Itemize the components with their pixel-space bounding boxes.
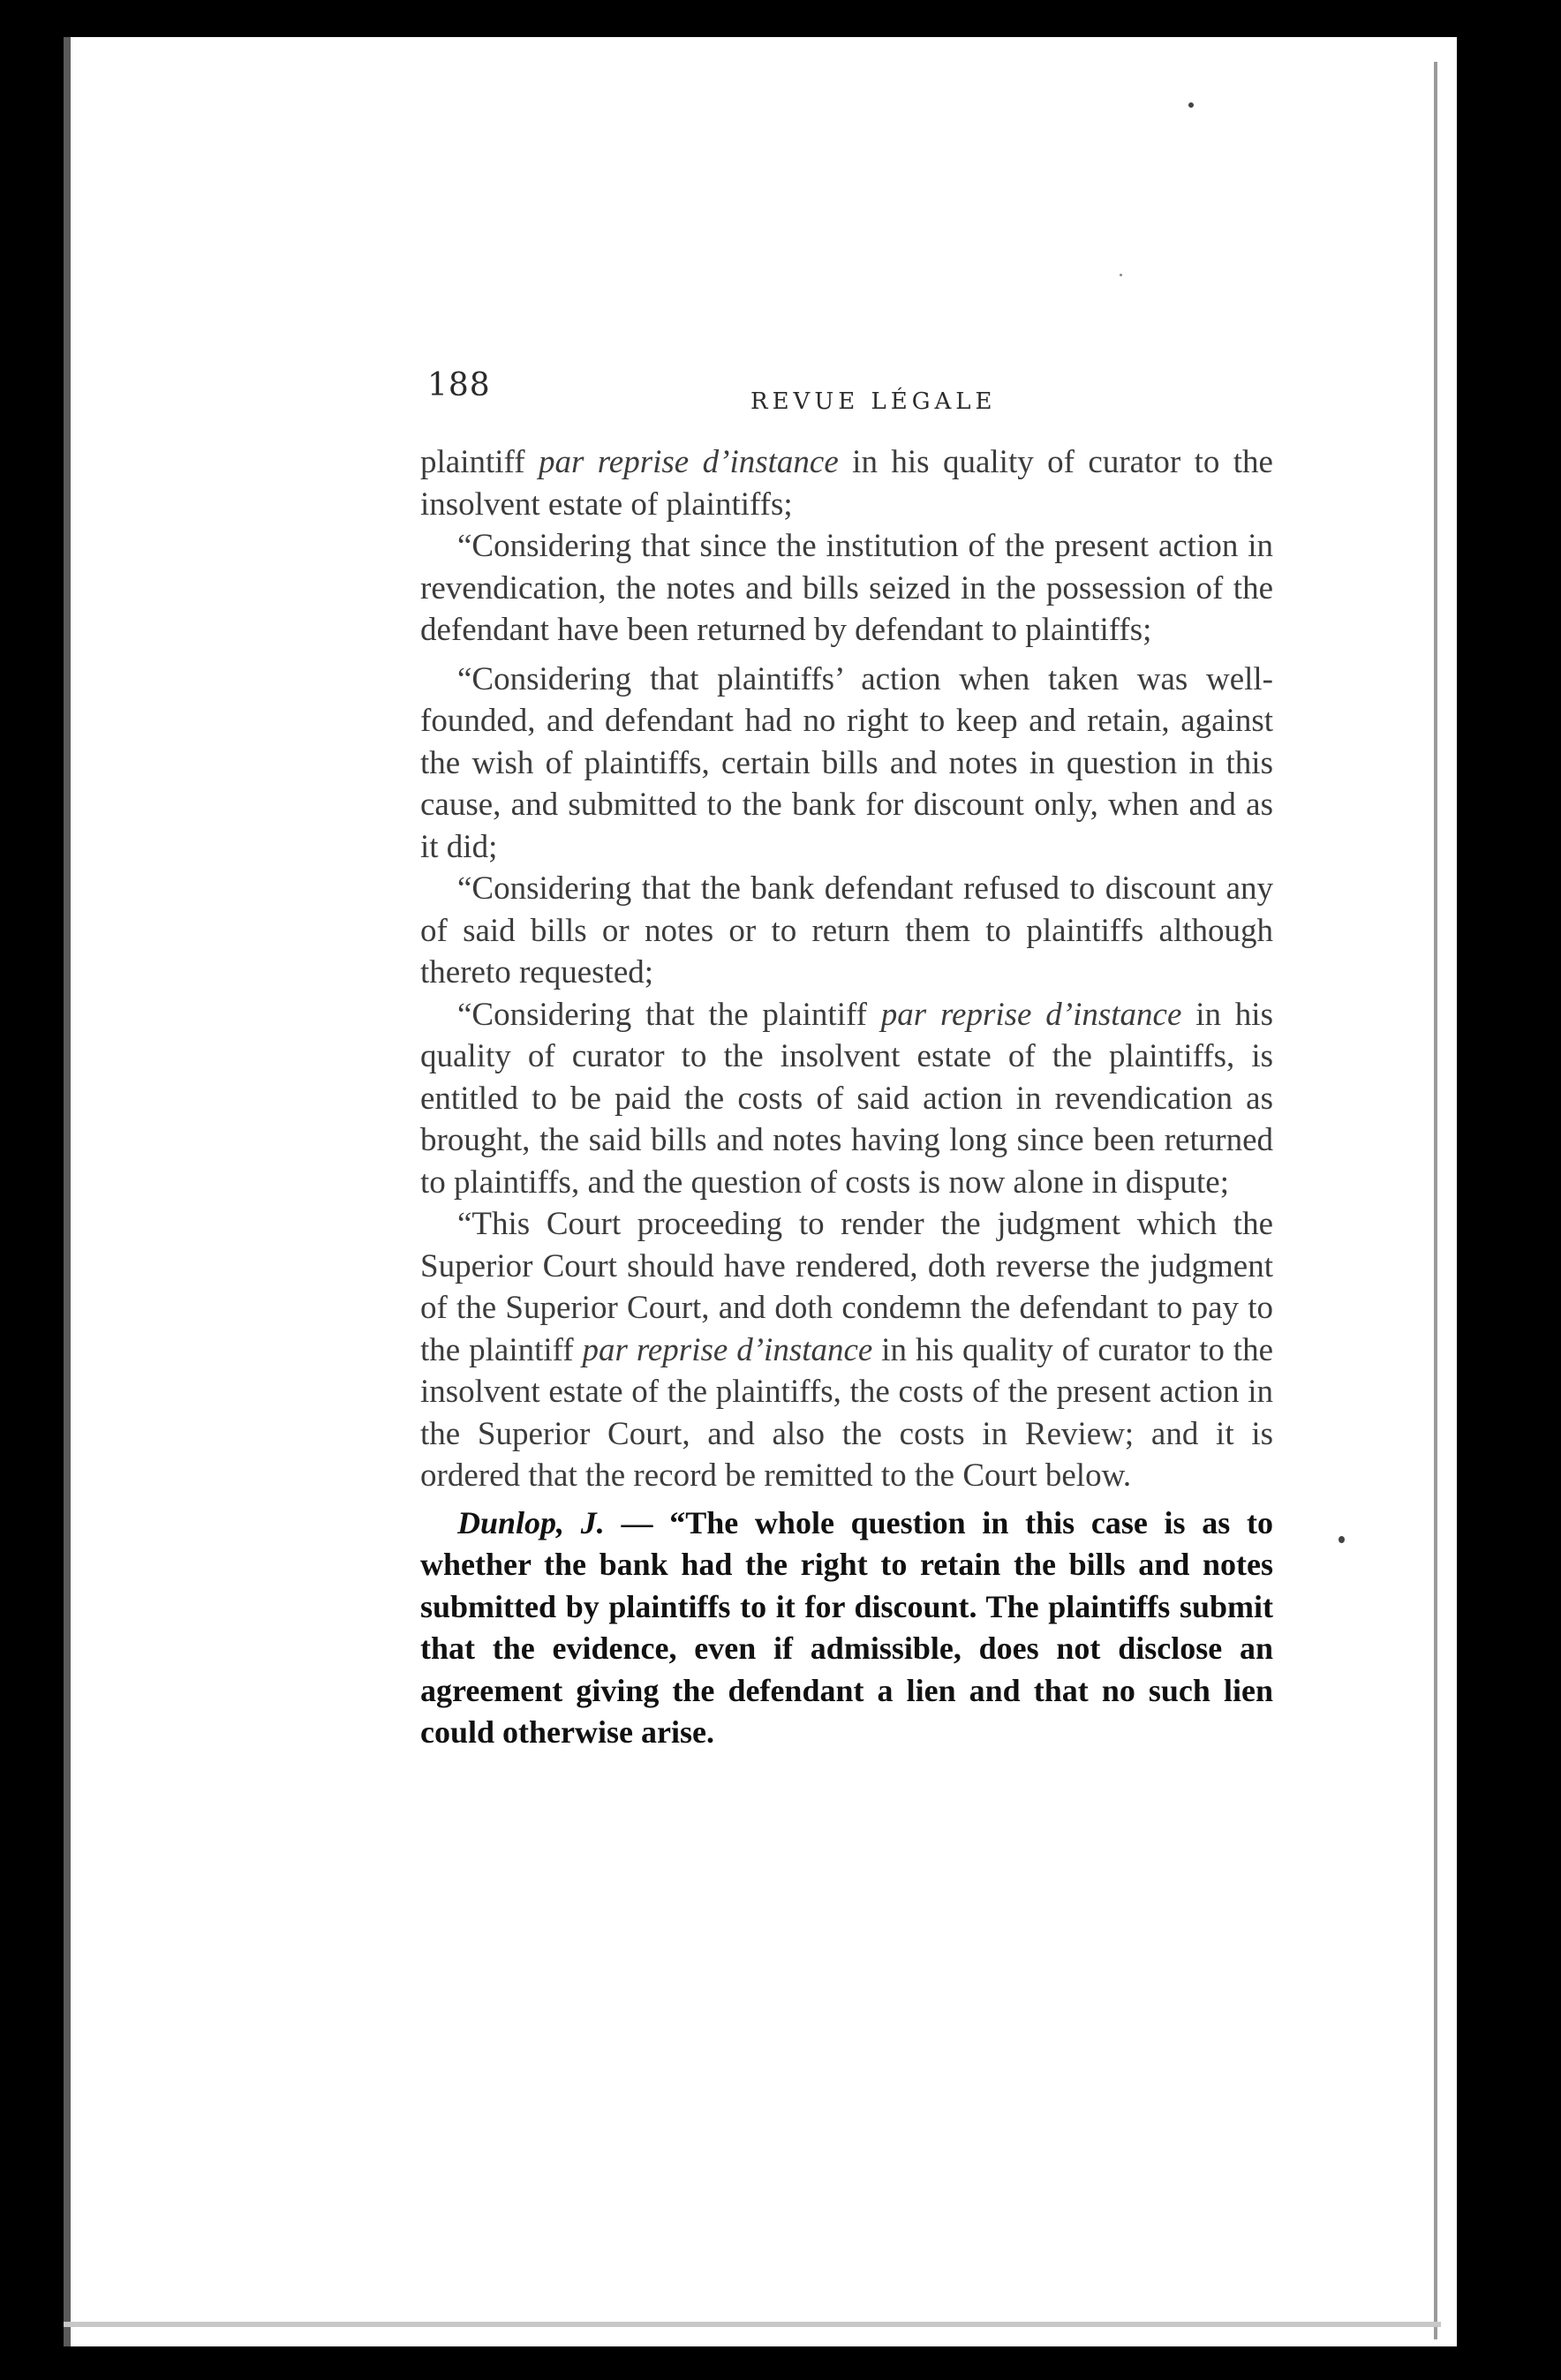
paragraph-4: “Considering that the bank defendant refused to discount any of said bills or notes or to return them to plaintiffs although thereto requested; — [420, 870, 1273, 990]
right-margin — [1439, 37, 1457, 2346]
text-run: in his quality of curator to the insolvent estate of the plaintiffs, is entitled to be paid the costs of said action in revendication as brought, the said bills and notes having long since been returned to plaintiffs, and the question of costs is now alone in dispute; — [420, 996, 1273, 1201]
paragraph-5 — [420, 994, 1273, 1204]
text-run: “This Court proceeding to render the judgment which the Superior Court should have rendered, doth reverse the judgment of the Superior Court, and doth condemn the defendant to pay to the plaintiff — [420, 1206, 1273, 1368]
text-run: in his quality of curator to the insolvent estate of the plaintiffs, the costs of the present action in the Superior Court, and also the costs in Review; and it is ordered that the record be remitted to the Court below. — [420, 1331, 1273, 1494]
text-run: in his quality of curator to the insolvent estate of plaintiffs; — [420, 444, 1273, 523]
page-bottom-edge — [64, 2322, 1441, 2327]
paragraph-3: “Considering that plaintiffs’ action when taken was well-founded, and defendant had no right to keep and retain, against the wish of plaintiffs, certain bills and notes in question in this cause, and submitted to the bank for discount only, when and as it did; — [420, 660, 1273, 865]
paragraph-7 — [420, 1503, 1273, 1754]
scan-speck — [1120, 274, 1122, 276]
page-edge-line — [1434, 62, 1437, 2339]
paragraph-6 — [420, 1203, 1273, 1497]
italic-phrase: par reprise d’instance — [880, 996, 1182, 1033]
text-run: — “The whole question in this case is as to whether the bank had the right to retain the bills and notes submitted by plaintiffs to it for discount. The plaintiffs submit that the evidence, even if admissible, does not disclose an agreement giving the defendant a lien and that no such lien could otherwise arise. — [420, 1504, 1274, 1750]
scan-speck — [1339, 1536, 1345, 1543]
judge-name: Dunlop, J. — [457, 1504, 605, 1540]
page-number: 188 — [427, 367, 491, 403]
body-text — [420, 441, 1273, 1754]
scan-speck — [1188, 102, 1194, 108]
italic-phrase: par reprise d’instance — [538, 444, 839, 480]
paragraph-2: “Considering that since the institution of the present action in revendication, the notes and bills seized in the possession of the defendant have been returned by defendant to plaintiffs; — [420, 528, 1273, 648]
paragraph-1 — [420, 441, 1273, 525]
italic-phrase: par reprise d’instance — [582, 1331, 873, 1368]
text-run: plaintiff — [420, 444, 539, 480]
text-run: “Considering that the plaintiff — [457, 996, 881, 1033]
running-title: REVUE LÉGALE — [750, 388, 997, 415]
